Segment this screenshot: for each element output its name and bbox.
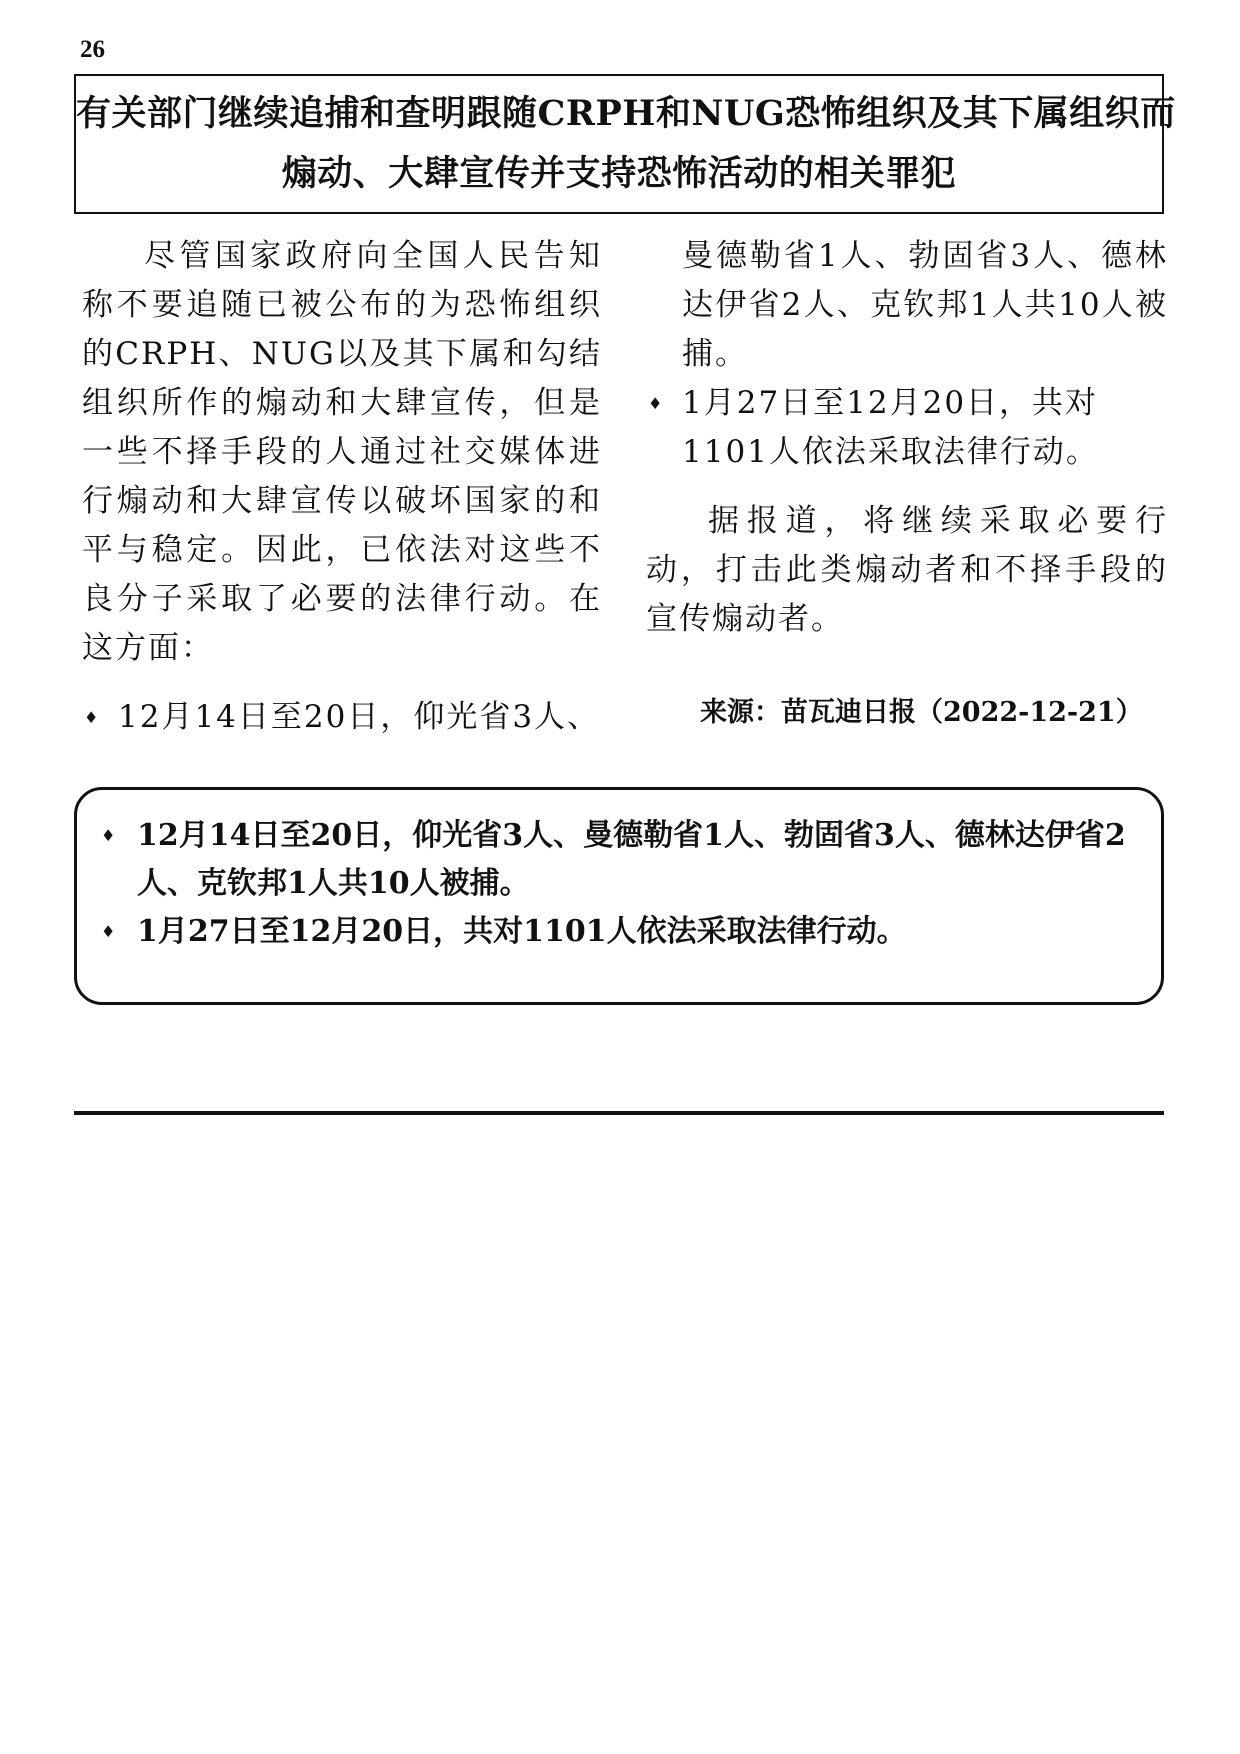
diamond-bullet-icon: ♦ [648,394,665,413]
bullet-arrests-part2: 曼德勒省1人、勃固省3人、德林达伊省2人、克钦邦1人共10人被捕。 [682,238,1168,372]
bullet-item-arrests [82,693,602,742]
summary-item-text: 12月14日至20日，仰光省3人、曼德勒省1人、勃固省3人、德林达伊省2人、克钦邦1人共10人被捕。 [137,818,1126,901]
article-closing: 据报道，将继续采取必要行动，打击此类煽动者和不择手段的宣传煽动者。 [646,503,1168,637]
bullet-legal-action-text: 1月27日至12月20日，共对1101人依法采取法律行动。 [682,385,1099,470]
summary-box [74,787,1164,1005]
page-number: 26 [80,36,105,63]
summary-item-text: 1月27日至12月20日，共对1101人依法采取法律行动。 [137,914,907,949]
article-column-left [82,232,602,742]
diamond-bullet-icon: ♦ [84,708,101,727]
article-intro: 尽管国家政府向全国人民告知称不要追随已被公布的为恐怖组织的CRPH、NUG以及其下属和勾结组织所作的煽动和大肆宣传，但是一些不择手段的人通过社交媒体进行煽动和大肆宣传以破坏国家的和平与稳定。因此，已依法对这些不良分子采取了必要的法律行动。在这方面： [82,238,602,666]
section-divider [74,1111,1164,1115]
summary-item [97,908,1141,956]
summary-item [97,812,1141,908]
diamond-bullet-icon: ♦ [101,826,116,845]
diamond-bullet-icon: ♦ [101,922,116,941]
headline-line-1: 有关部门继续追捕和查明跟随CRPH和NUG恐怖组织及其下属组织而 [76,93,1176,134]
headline-line-2: 煽动、大肆宣传并支持恐怖活动的相关罪犯 [281,153,957,194]
bullet-item-legal-action [646,379,1168,477]
article-source: 来源：苗瓦迪日报（2022-12-21） [700,697,1143,728]
article-column-right [646,232,1168,644]
bullet-arrests-part1: 12月14日至20日，仰光省3人、 [118,699,601,735]
headline-box [74,74,1176,214]
